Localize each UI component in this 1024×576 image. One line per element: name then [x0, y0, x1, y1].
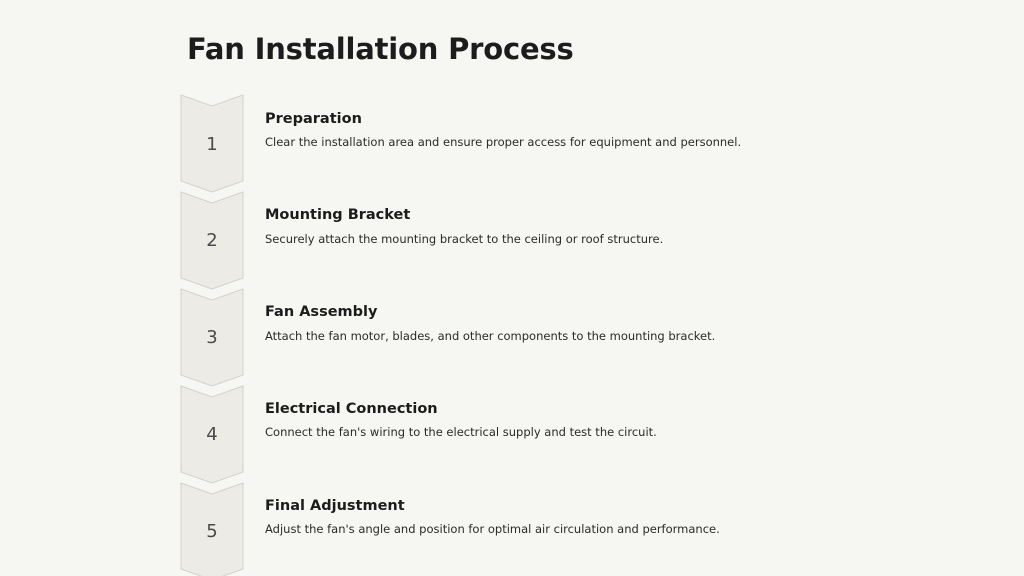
page-title: Fan Installation Process	[187, 32, 574, 66]
step-title: Preparation	[265, 111, 362, 127]
step-title: Fan Assembly	[265, 304, 378, 320]
step-number: 4	[206, 424, 218, 445]
step-description: Adjust the fan's angle and position for optimal air circulation and performance.	[265, 522, 720, 536]
step-title: Electrical Connection	[265, 401, 438, 417]
step-number: 5	[206, 521, 218, 542]
step-description: Securely attach the mounting bracket to the ceiling or roof structure.	[265, 232, 664, 246]
step-description: Clear the installation area and ensure proper access for equipment and personnel.	[265, 135, 742, 149]
step-title: Final Adjustment	[265, 498, 405, 514]
step-description: Connect the fan's wiring to the electrical supply and test the circuit.	[265, 425, 657, 439]
step-number: 3	[206, 327, 218, 348]
step-title: Mounting Bracket	[265, 207, 411, 223]
step-number: 1	[206, 134, 218, 155]
step-description: Attach the fan motor, blades, and other components to the mounting bracket.	[265, 329, 716, 343]
step-number: 2	[206, 230, 218, 251]
